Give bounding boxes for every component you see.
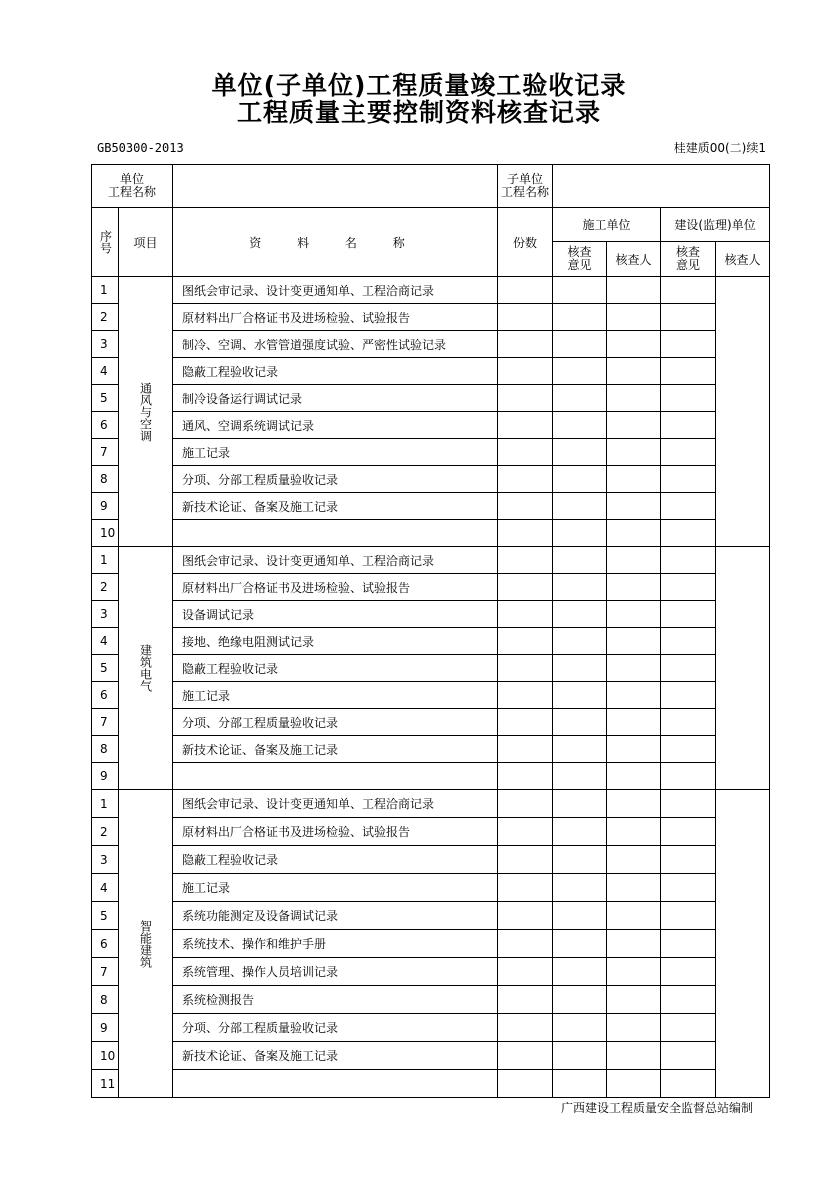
- copies-cell[interactable]: [498, 439, 553, 466]
- construction-check-opinion-cell[interactable]: [553, 520, 607, 547]
- document-name: [173, 1070, 498, 1098]
- construction-check-opinion-cell[interactable]: [553, 818, 607, 846]
- copies-cell[interactable]: [498, 874, 553, 902]
- construction-check-opinion-cell[interactable]: [553, 846, 607, 874]
- check-opinion-header: 核查 意见: [553, 242, 607, 277]
- supervision-checker-cell[interactable]: [716, 547, 770, 790]
- construction-check-opinion-cell[interactable]: [553, 277, 607, 304]
- document-name: 原材料出厂合格证书及进场检验、试验报告: [173, 304, 498, 331]
- document-name: 施工记录: [173, 439, 498, 466]
- table-row: [92, 331, 770, 358]
- construction-check-opinion-cell[interactable]: [553, 682, 607, 709]
- row-number: 7: [92, 439, 119, 466]
- row-number: 8: [92, 986, 119, 1014]
- construction-checker-cell[interactable]: [607, 331, 661, 358]
- construction-checker-cell[interactable]: [607, 986, 661, 1014]
- table-row: [92, 1014, 770, 1042]
- supervision-check-opinion-cell[interactable]: [661, 930, 716, 958]
- copies-cell[interactable]: [498, 277, 553, 304]
- subunit-name-field[interactable]: [553, 165, 770, 208]
- document-name: 图纸会审记录、设计变更通知单、工程洽商记录: [173, 547, 498, 574]
- row-number: 5: [92, 655, 119, 682]
- supervision-checker-cell[interactable]: [716, 277, 770, 547]
- supervision-check-opinion-cell[interactable]: [661, 709, 716, 736]
- supervision-check-opinion-cell[interactable]: [661, 277, 716, 304]
- copies-cell[interactable]: [498, 385, 553, 412]
- supervision-check-opinion-cell[interactable]: [661, 1042, 716, 1070]
- row-number: 7: [92, 709, 119, 736]
- table-row: [92, 902, 770, 930]
- copies-cell[interactable]: [498, 1014, 553, 1042]
- copies-cell[interactable]: [498, 574, 553, 601]
- supervision-check-opinion-cell[interactable]: [661, 682, 716, 709]
- construction-check-opinion-cell[interactable]: [553, 1042, 607, 1070]
- table-row: [92, 1042, 770, 1070]
- construction-check-opinion-cell[interactable]: [553, 930, 607, 958]
- document-name: [173, 763, 498, 790]
- document-name: 系统管理、操作人员培训记录: [173, 958, 498, 986]
- copies-cell[interactable]: [498, 628, 553, 655]
- construction-check-opinion-cell[interactable]: [553, 655, 607, 682]
- copies-cell[interactable]: [498, 466, 553, 493]
- unit-name-label: 单位 工程名称: [92, 165, 173, 208]
- construction-checker-cell[interactable]: [607, 1070, 661, 1098]
- subunit-name-label: 子单位 工程名称: [498, 165, 553, 208]
- construction-checker-cell[interactable]: [607, 304, 661, 331]
- control-documents-table: [91, 164, 770, 1098]
- document-name: 新技术论证、备案及施工记录: [173, 1042, 498, 1070]
- copies-cell[interactable]: [498, 547, 553, 574]
- construction-checker-cell[interactable]: [607, 709, 661, 736]
- construction-check-opinion-cell[interactable]: [553, 331, 607, 358]
- copies-cell[interactable]: [498, 930, 553, 958]
- page-subtitle: 工程质量主要控制资料核查记录: [236, 98, 601, 127]
- construction-check-opinion-cell[interactable]: [553, 763, 607, 790]
- page-title: 单位(子单位)工程质量竣工验收记录: [211, 71, 627, 100]
- row-number: 1: [92, 790, 119, 818]
- construction-check-opinion-cell[interactable]: [553, 466, 607, 493]
- copies-cell[interactable]: [498, 358, 553, 385]
- copies-cell[interactable]: [498, 902, 553, 930]
- construction-check-opinion-cell[interactable]: [553, 601, 607, 628]
- form-code: 桂建质00(二)续1: [673, 141, 766, 155]
- category-label: 建筑电气: [119, 547, 173, 790]
- construction-checker-cell[interactable]: [607, 520, 661, 547]
- table-row: [92, 439, 770, 466]
- document-name: 制冷设备运行调试记录: [173, 385, 498, 412]
- doc-name-header: 资 料 名 称: [173, 208, 498, 277]
- document-name: 图纸会审记录、设计变更通知单、工程洽商记录: [173, 790, 498, 818]
- construction-checker-cell[interactable]: [607, 958, 661, 986]
- supervision-check-opinion-cell[interactable]: [661, 1070, 716, 1098]
- construction-checker-cell[interactable]: [607, 1042, 661, 1070]
- row-number: 9: [92, 493, 119, 520]
- table-row: [92, 628, 770, 655]
- table-row: [92, 986, 770, 1014]
- supervision-check-opinion-cell[interactable]: [661, 547, 716, 574]
- item-header: 项目: [119, 208, 173, 277]
- supervision-check-opinion-cell[interactable]: [661, 736, 716, 763]
- table-row: [92, 874, 770, 902]
- row-number: 4: [92, 874, 119, 902]
- construction-checker-cell[interactable]: [607, 790, 661, 818]
- table-row: [92, 574, 770, 601]
- supervision-check-opinion-cell[interactable]: [661, 763, 716, 790]
- copies-cell[interactable]: [498, 331, 553, 358]
- construction-check-opinion-cell[interactable]: [553, 986, 607, 1014]
- table-row: [92, 736, 770, 763]
- copies-cell[interactable]: [498, 709, 553, 736]
- unit-name-field[interactable]: [173, 165, 498, 208]
- supervision-check-opinion-cell[interactable]: [661, 493, 716, 520]
- copies-cell[interactable]: [498, 1042, 553, 1070]
- document-name: 系统功能测定及设备调试记录: [173, 902, 498, 930]
- table-row: [92, 358, 770, 385]
- table-row: [92, 547, 770, 574]
- supervision-check-opinion-cell[interactable]: [661, 655, 716, 682]
- supervision-check-opinion-cell[interactable]: [661, 818, 716, 846]
- supervision-check-opinion-cell[interactable]: [661, 412, 716, 439]
- construction-check-opinion-cell[interactable]: [553, 574, 607, 601]
- copies-cell[interactable]: [498, 493, 553, 520]
- table-row: [92, 493, 770, 520]
- construction-checker-cell[interactable]: [607, 547, 661, 574]
- construction-check-opinion-cell[interactable]: [553, 358, 607, 385]
- seq-header: 序号: [92, 208, 119, 277]
- table-row: [92, 466, 770, 493]
- row-number: 9: [92, 1014, 119, 1042]
- construction-check-opinion-cell[interactable]: [553, 1070, 607, 1098]
- document-name: 新技术论证、备案及施工记录: [173, 736, 498, 763]
- copies-cell[interactable]: [498, 304, 553, 331]
- standard-code: GB50300-2013: [97, 141, 184, 155]
- copies-cell[interactable]: [498, 655, 553, 682]
- supervision-check-opinion-cell[interactable]: [661, 874, 716, 902]
- table-row: [92, 818, 770, 846]
- category-label: 通风与空调: [119, 277, 173, 547]
- supervision-check-opinion-cell[interactable]: [661, 466, 716, 493]
- construction-check-opinion-cell[interactable]: [553, 1014, 607, 1042]
- supervision-check-opinion-cell[interactable]: [661, 958, 716, 986]
- construction-checker-cell[interactable]: [607, 628, 661, 655]
- copies-cell[interactable]: [498, 736, 553, 763]
- document-name: 原材料出厂合格证书及进场检验、试验报告: [173, 574, 498, 601]
- table-row: [92, 520, 770, 547]
- supervision-checker-cell[interactable]: [716, 790, 770, 1098]
- category-label: 智能建筑: [119, 790, 173, 1098]
- supervision-check-opinion-cell[interactable]: [661, 574, 716, 601]
- row-number: 7: [92, 958, 119, 986]
- check-opinion-header-2: 核查 意见: [661, 242, 716, 277]
- row-number: 1: [92, 277, 119, 304]
- construction-checker-cell[interactable]: [607, 493, 661, 520]
- table-row: [92, 277, 770, 304]
- document-name: 接地、绝缘电阻测试记录: [173, 628, 498, 655]
- table-row: [92, 1070, 770, 1098]
- table-row: [92, 958, 770, 986]
- row-number: 6: [92, 682, 119, 709]
- construction-checker-cell[interactable]: [607, 385, 661, 412]
- document-name: 隐蔽工程验收记录: [173, 846, 498, 874]
- construction-check-opinion-cell[interactable]: [553, 958, 607, 986]
- copies-cell[interactable]: [498, 763, 553, 790]
- row-number: 3: [92, 846, 119, 874]
- row-number: 6: [92, 930, 119, 958]
- row-number: 10: [92, 520, 119, 547]
- document-name: 原材料出厂合格证书及进场检验、试验报告: [173, 818, 498, 846]
- row-number: 1: [92, 547, 119, 574]
- row-number: 11: [92, 1070, 119, 1098]
- table-row: [92, 304, 770, 331]
- row-number: 8: [92, 736, 119, 763]
- row-number: 2: [92, 304, 119, 331]
- copies-cell[interactable]: [498, 818, 553, 846]
- construction-checker-cell[interactable]: [607, 574, 661, 601]
- supervision-check-opinion-cell[interactable]: [661, 846, 716, 874]
- supervision-check-opinion-cell[interactable]: [661, 331, 716, 358]
- supervision-check-opinion-cell[interactable]: [661, 902, 716, 930]
- document-name: 分项、分部工程质量验收记录: [173, 1014, 498, 1042]
- supervision-check-opinion-cell[interactable]: [661, 520, 716, 547]
- construction-check-opinion-cell[interactable]: [553, 709, 607, 736]
- supervision-check-opinion-cell[interactable]: [661, 986, 716, 1014]
- document-name: 通风、空调系统调试记录: [173, 412, 498, 439]
- copies-cell[interactable]: [498, 986, 553, 1014]
- construction-unit-header: 施工单位: [553, 208, 661, 242]
- construction-checker-cell[interactable]: [607, 874, 661, 902]
- document-name: 系统技术、操作和维护手册: [173, 930, 498, 958]
- document-name: 制冷、空调、水管管道强度试验、严密性试验记录: [173, 331, 498, 358]
- construction-checker-cell[interactable]: [607, 655, 661, 682]
- construction-check-opinion-cell[interactable]: [553, 874, 607, 902]
- construction-check-opinion-cell[interactable]: [553, 385, 607, 412]
- table-row: [92, 385, 770, 412]
- document-name: 隐蔽工程验收记录: [173, 655, 498, 682]
- supervision-check-opinion-cell[interactable]: [661, 1014, 716, 1042]
- construction-checker-cell[interactable]: [607, 601, 661, 628]
- table-row: [92, 763, 770, 790]
- copies-cell[interactable]: [498, 1070, 553, 1098]
- row-number: 6: [92, 412, 119, 439]
- table-row: [92, 682, 770, 709]
- footer-publisher: 广西建设工程质量安全监督总站编制: [560, 1101, 753, 1115]
- supervision-check-opinion-cell[interactable]: [661, 358, 716, 385]
- document-name: 施工记录: [173, 874, 498, 902]
- construction-checker-cell[interactable]: [607, 763, 661, 790]
- document-name: 分项、分部工程质量验收记录: [173, 466, 498, 493]
- row-number: 10: [92, 1042, 119, 1070]
- table-row: [92, 709, 770, 736]
- table-row: [92, 655, 770, 682]
- checker-header: 核查人: [607, 242, 661, 277]
- copies-cell[interactable]: [498, 958, 553, 986]
- document-name: 系统检测报告: [173, 986, 498, 1014]
- construction-checker-cell[interactable]: [607, 277, 661, 304]
- table-row: [92, 846, 770, 874]
- document-name: 设备调试记录: [173, 601, 498, 628]
- row-number: 3: [92, 601, 119, 628]
- construction-checker-cell[interactable]: [607, 358, 661, 385]
- construction-checker-cell[interactable]: [607, 1014, 661, 1042]
- row-number: 4: [92, 628, 119, 655]
- row-number: 9: [92, 763, 119, 790]
- construction-check-opinion-cell[interactable]: [553, 547, 607, 574]
- copies-cell[interactable]: [498, 846, 553, 874]
- construction-check-opinion-cell[interactable]: [553, 628, 607, 655]
- supervision-unit-header: 建设(监理)单位: [661, 208, 770, 242]
- construction-check-opinion-cell[interactable]: [553, 790, 607, 818]
- construction-checker-cell[interactable]: [607, 682, 661, 709]
- copies-header: 份数: [498, 208, 553, 277]
- table-row: [92, 601, 770, 628]
- table-row: [92, 790, 770, 818]
- copies-cell[interactable]: [498, 520, 553, 547]
- construction-checker-cell[interactable]: [607, 930, 661, 958]
- construction-checker-cell[interactable]: [607, 466, 661, 493]
- construction-check-opinion-cell[interactable]: [553, 304, 607, 331]
- supervision-check-opinion-cell[interactable]: [661, 385, 716, 412]
- copies-cell[interactable]: [498, 790, 553, 818]
- document-name: 图纸会审记录、设计变更通知单、工程洽商记录: [173, 277, 498, 304]
- document-name: 施工记录: [173, 682, 498, 709]
- document-name: 新技术论证、备案及施工记录: [173, 493, 498, 520]
- copies-cell[interactable]: [498, 601, 553, 628]
- row-number: 5: [92, 385, 119, 412]
- construction-checker-cell[interactable]: [607, 818, 661, 846]
- construction-checker-cell[interactable]: [607, 412, 661, 439]
- supervision-check-opinion-cell[interactable]: [661, 439, 716, 466]
- row-number: 4: [92, 358, 119, 385]
- construction-check-opinion-cell[interactable]: [553, 412, 607, 439]
- row-number: 5: [92, 902, 119, 930]
- row-number: 2: [92, 818, 119, 846]
- construction-check-opinion-cell[interactable]: [553, 902, 607, 930]
- row-number: 2: [92, 574, 119, 601]
- construction-check-opinion-cell[interactable]: [553, 736, 607, 763]
- construction-checker-cell[interactable]: [607, 439, 661, 466]
- supervision-check-opinion-cell[interactable]: [661, 790, 716, 818]
- document-name: [173, 520, 498, 547]
- construction-checker-cell[interactable]: [607, 846, 661, 874]
- copies-cell[interactable]: [498, 682, 553, 709]
- supervision-check-opinion-cell[interactable]: [661, 601, 716, 628]
- supervision-check-opinion-cell[interactable]: [661, 304, 716, 331]
- table-row: [92, 412, 770, 439]
- construction-checker-cell[interactable]: [607, 736, 661, 763]
- row-number: 8: [92, 466, 119, 493]
- supervision-check-opinion-cell[interactable]: [661, 628, 716, 655]
- construction-checker-cell[interactable]: [607, 902, 661, 930]
- row-number: 3: [92, 331, 119, 358]
- table-row: [92, 930, 770, 958]
- checker-header-2: 核查人: [716, 242, 770, 277]
- copies-cell[interactable]: [498, 412, 553, 439]
- document-name: 分项、分部工程质量验收记录: [173, 709, 498, 736]
- construction-check-opinion-cell[interactable]: [553, 493, 607, 520]
- document-name: 隐蔽工程验收记录: [173, 358, 498, 385]
- construction-check-opinion-cell[interactable]: [553, 439, 607, 466]
